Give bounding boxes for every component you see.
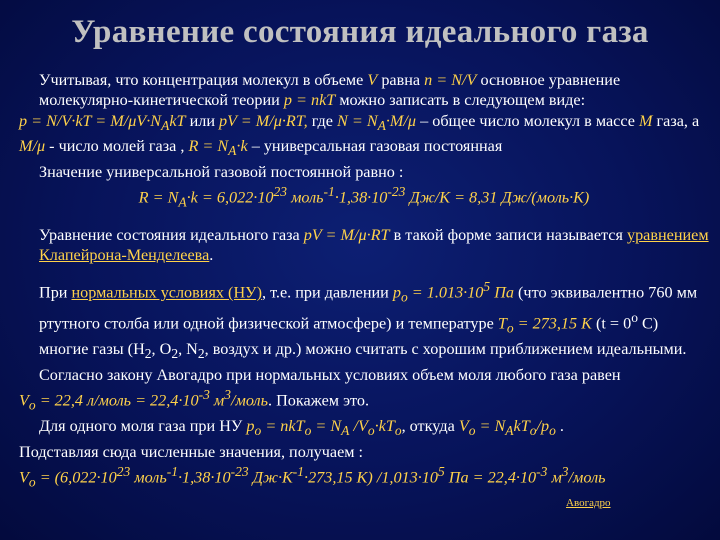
paragraph-concentration: Учитывая, что концентрация молекул в объеме V равна n = N/V основное уравнение молекулярно-кинетической теории p = nkT можно записать в следующем виде: [39,71,621,110]
paragraph-one-mole: Для одного моля газа при НУ $p_o = nkT_o = N_A$ $/V_o\cdot kT_o$, откуда $V_o = N_AkT_o/p_o$ . [39,417,564,439]
formula-gas-constant: $R = N_A\cdot k = 6,022\cdot 10^{23}$ $моль^{-1}\cdot 1,38\cdot 10^{-23}$ Дж/К = 8,31 Дж/(моль·К) [138,183,590,210]
paragraph-normal-conditions: При нормальных условиях (НУ), т.е. при давлении $p_o = 1.013\cdot 10^5$ Па (что эквивалентно 760 мм ртутного столба или одной физической атмосфере) и температуре $T_o = 273,15$ К ($t = 0^o$ С) многие газы ($Н_2$, $О_2$, $N_2$, воздух и др.) можно считать с хорошим приближением идеальными. [39,279,698,362]
slide-title: Уравнение состояния идеального газа [71,14,649,50]
paragraph-clapeyron: Уравнение состояния идеального газа pV = M/μ·RT в такой форме записи называется уравнением Клапейрона-Менделеева. [39,225,709,265]
clapeyron-link[interactable]: уравнением Клапейрона-Менделеева [39,225,709,265]
paragraph-substitute: Подставляя сюда численные значения, получаем : [19,442,364,461]
formula-molar-volume: $V_o = 22,4$ л/моль = $22,4\cdot 10^{-3}$ $м^3$/моль. Покажем это. [19,387,370,413]
formula-line-state: $p = N/V\cdot kT = M/\mu V\cdot N_AkT$ или pV = M/μ·RT, где $N = N_A\cdot M/\mu$ – общее число молекул в массе M газа, а M/μ - число молей газа , $R = N_A\cdot k$ – универсальная газовая постоянная [19,111,700,159]
formula-final: $V_o = (6,022\cdot 10^{23}$ $моль^{-1}\cdot 1,38\cdot 10^{-23}$ $Дж\cdot К^{-1}\cdot 273,15$ К) $/1,013\cdot 10^5$ Па = $22,4\cdot 10^{-3}$ $м^3$/моль [19,463,606,490]
paragraph-avogadro: Согласно закону Авогадро при нормальных условиях объем моля любого газа равен [39,365,621,384]
paragraph-gas-constant: Значение универсальной газовой постоянной равно : [39,162,404,181]
avogadro-link[interactable]: Авогадро [566,497,611,509]
slide-body [19,70,709,493]
normal-conditions-link[interactable]: нормальных условиях (НУ) [71,283,262,302]
